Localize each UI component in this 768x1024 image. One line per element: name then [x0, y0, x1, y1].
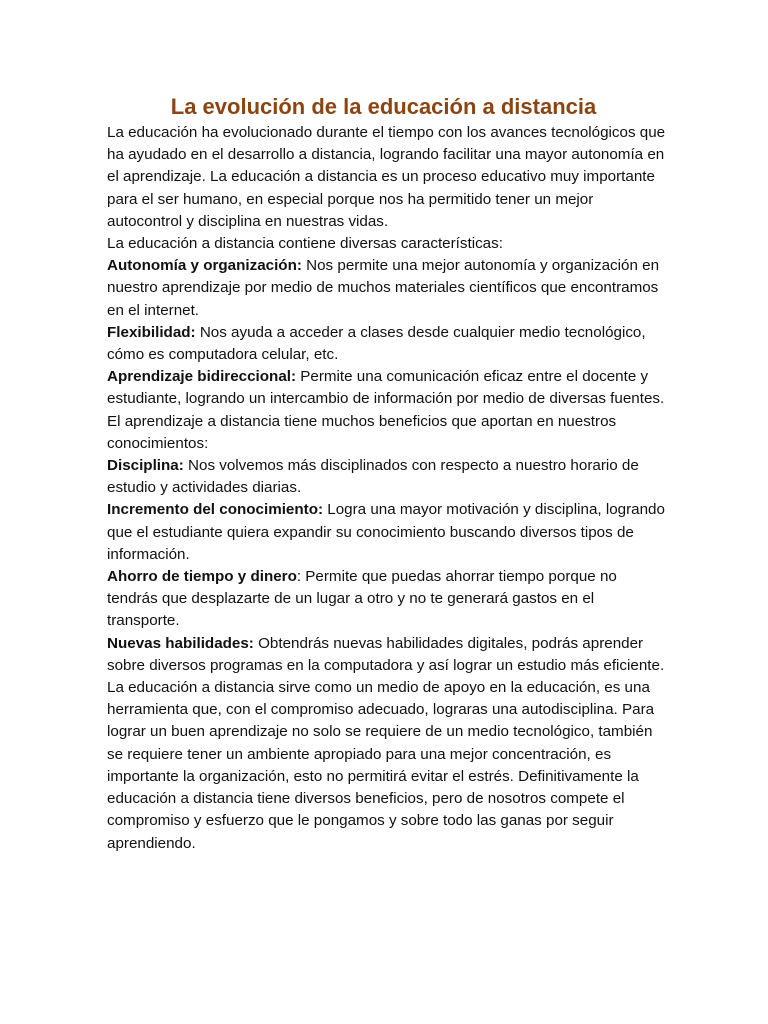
- conclusion-paragraph: La educación a distancia sirve como un medio de apoyo en la educación, es una herramienta que, con el compromiso adecuado, lograras una autodisciplina. Para lograr un buen aprendizaje no solo se requiere de un medio tecnológico, también se requiere tener un ambiente apropiado para una mejor concentración, es importante la organización, esto no permitirá evitar el estrés. Definitivamente la educación a distancia tiene diversos beneficios, pero de nosotros compete el compromiso y esfuerzo que le pongamos y sobre todo las ganas por seguir aprendiendo.: [107, 679, 655, 852]
- benefit-term: Incremento del conocimiento:: [107, 501, 324, 519]
- characteristic-text: Nos ayuda a acceder a clases desde cualquier medio tecnológico, cómo es computadora celular, etc.: [107, 323, 646, 364]
- characteristics-intro: La educación a distancia contiene diversas características:: [107, 235, 503, 253]
- intro-paragraph: La educación ha evolucionado durante el tiempo con los avances tecnológicos que ha ayudado en el desarrollo a distancia, logrando facilitar una mayor autonomía en el aprendizaje. La educación a distancia es un proceso educativo muy importante para el ser humano, en especial porque nos ha permitido tener un mejor autocontrol y disciplina en nuestras vidas.: [107, 124, 666, 230]
- characteristic-text: Permite una comunicación eficaz entre el docente y estudiante, logrando un intercambio de información por medio de diversas fuentes.: [107, 368, 665, 408]
- benefits-intro: El aprendizaje a distancia tiene muchos beneficios que aportan en nuestros conocimientos:: [107, 412, 617, 452]
- benefit-item: [107, 455, 668, 499]
- characteristic-term: Autonomía y organización:: [107, 257, 302, 275]
- benefit-term: Disciplina:: [107, 457, 184, 475]
- characteristic-text: Nos permite una mejor autonomía y organización en nuestro aprendizaje por medio de muchos materiales científicos que encontramos en el internet.: [107, 257, 660, 319]
- benefit-text: Nos volvemos más disciplinados con respecto a nuestro horario de estudio y actividades diarias.: [107, 457, 639, 497]
- document-body: [107, 122, 668, 855]
- characteristic-term: Aprendizaje bidireccional:: [107, 368, 297, 386]
- benefit-item: [107, 633, 668, 677]
- characteristic-item: [107, 366, 668, 410]
- benefit-term: Nuevas habilidades:: [107, 634, 254, 652]
- document-title: La evolución de la educación a distancia: [170, 94, 597, 119]
- benefit-text: Obtendrás nuevas habilidades digitales, podrás aprender sobre diversos programas en la computadora y así lograr un estudio más eficiente.: [107, 634, 665, 674]
- characteristic-item: [107, 255, 668, 322]
- characteristic-item: [107, 322, 668, 366]
- benefit-text: Logra una mayor motivación y disciplina, logrando que el estudiante quiera expandir su conocimiento buscando diversos tipos de información.: [107, 501, 665, 563]
- benefit-text: : Permite que puedas ahorrar tiempo porque no tendrás que desplazarte de un lugar a otro y no te generará gastos en el transporte.: [107, 568, 617, 630]
- characteristic-term: Flexibilidad:: [107, 323, 196, 341]
- benefit-term: Ahorro de tiempo y dinero: [107, 568, 297, 586]
- benefit-item: [107, 499, 668, 566]
- benefit-item: [107, 566, 668, 633]
